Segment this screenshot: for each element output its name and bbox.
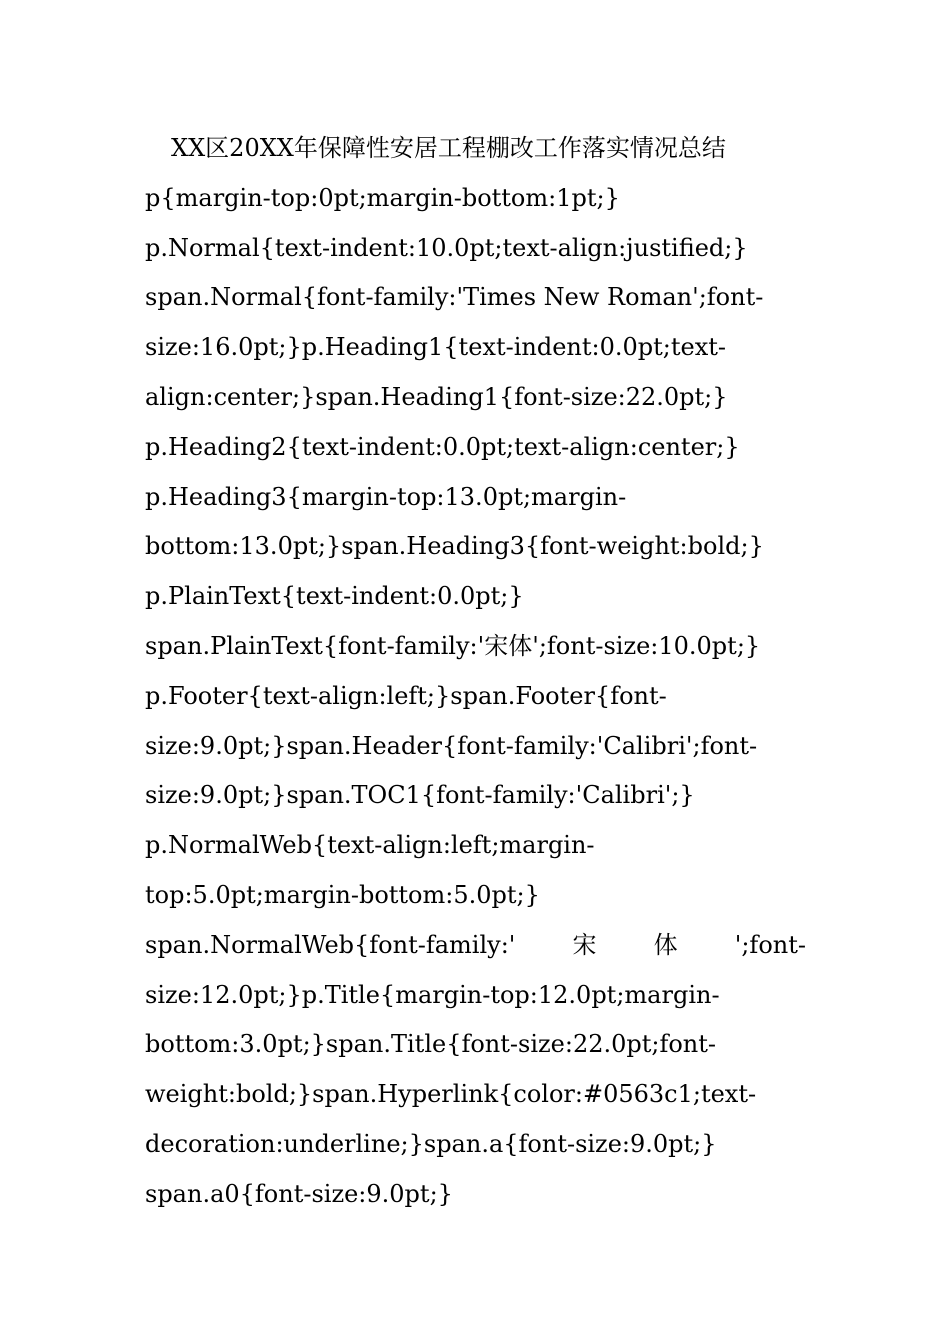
text-line-13: size:9.0pt;}span.TOC1{font-family:'Calibri';} [145, 781, 695, 810]
text-line-15: top:5.0pt;margin-bottom:5.0pt;} [145, 880, 540, 909]
text-line-10: span.PlainText{font-family:'宋体';font-size:10.0pt;} [145, 631, 761, 660]
text-line-5: align:center;}span.Heading1{font-size:22.0pt;} [145, 382, 728, 411]
text-line-21: span.a0{font-size:9.0pt;} [145, 1179, 453, 1208]
text-line-3: span.Normal{font-family:'Times New Roman';font- [145, 283, 764, 312]
justified-part-4: ';font- [734, 930, 806, 959]
text-line-8: bottom:13.0pt;}span.Heading3{font-weight:bold;} [145, 532, 764, 561]
text-line-4: size:16.0pt;}p.Heading1{text-indent:0.0pt;text- [145, 333, 726, 362]
justified-part-3: 体 [653, 930, 678, 959]
justified-part-2: 宋 [572, 930, 597, 959]
text-line-17: size:12.0pt;}p.Title{margin-top:12.0pt;margin- [145, 980, 720, 1009]
text-line-11: p.Footer{text-align:left;}span.Footer{font- [145, 681, 667, 710]
text-line-9: p.PlainText{text-indent:0.0pt;} [145, 582, 524, 611]
document-body [145, 124, 806, 1220]
text-line-18: bottom:3.0pt;}span.Title{font-size:22.0pt;font- [145, 1030, 717, 1059]
text-line-6: p.Heading2{text-indent:0.0pt;text-align:center;} [145, 432, 740, 461]
text-line-justified [145, 921, 806, 971]
document-title: XX区20XX年保障性安居工程棚改工作落实情况总结 [171, 134, 726, 162]
justified-part-1: span.NormalWeb{font-family:' [145, 930, 516, 959]
text-line-7: p.Heading3{margin-top:13.0pt;margin- [145, 482, 627, 511]
text-line-14: p.NormalWeb{text-align:left;margin- [145, 831, 595, 860]
text-line-1: p{margin-top:0pt;margin-bottom:1pt;} [145, 183, 620, 212]
text-line-20: decoration:underline;}span.a{font-size:9.0pt;} [145, 1129, 717, 1158]
text-line-19: weight:bold;}span.Hyperlink{color:#0563c1;text- [145, 1080, 757, 1109]
text-line-12: size:9.0pt;}span.Header{font-family:'Calibri';font- [145, 731, 758, 760]
text-line-2: p.Normal{text-indent:10.0pt;text-align:justified;} [145, 233, 748, 262]
